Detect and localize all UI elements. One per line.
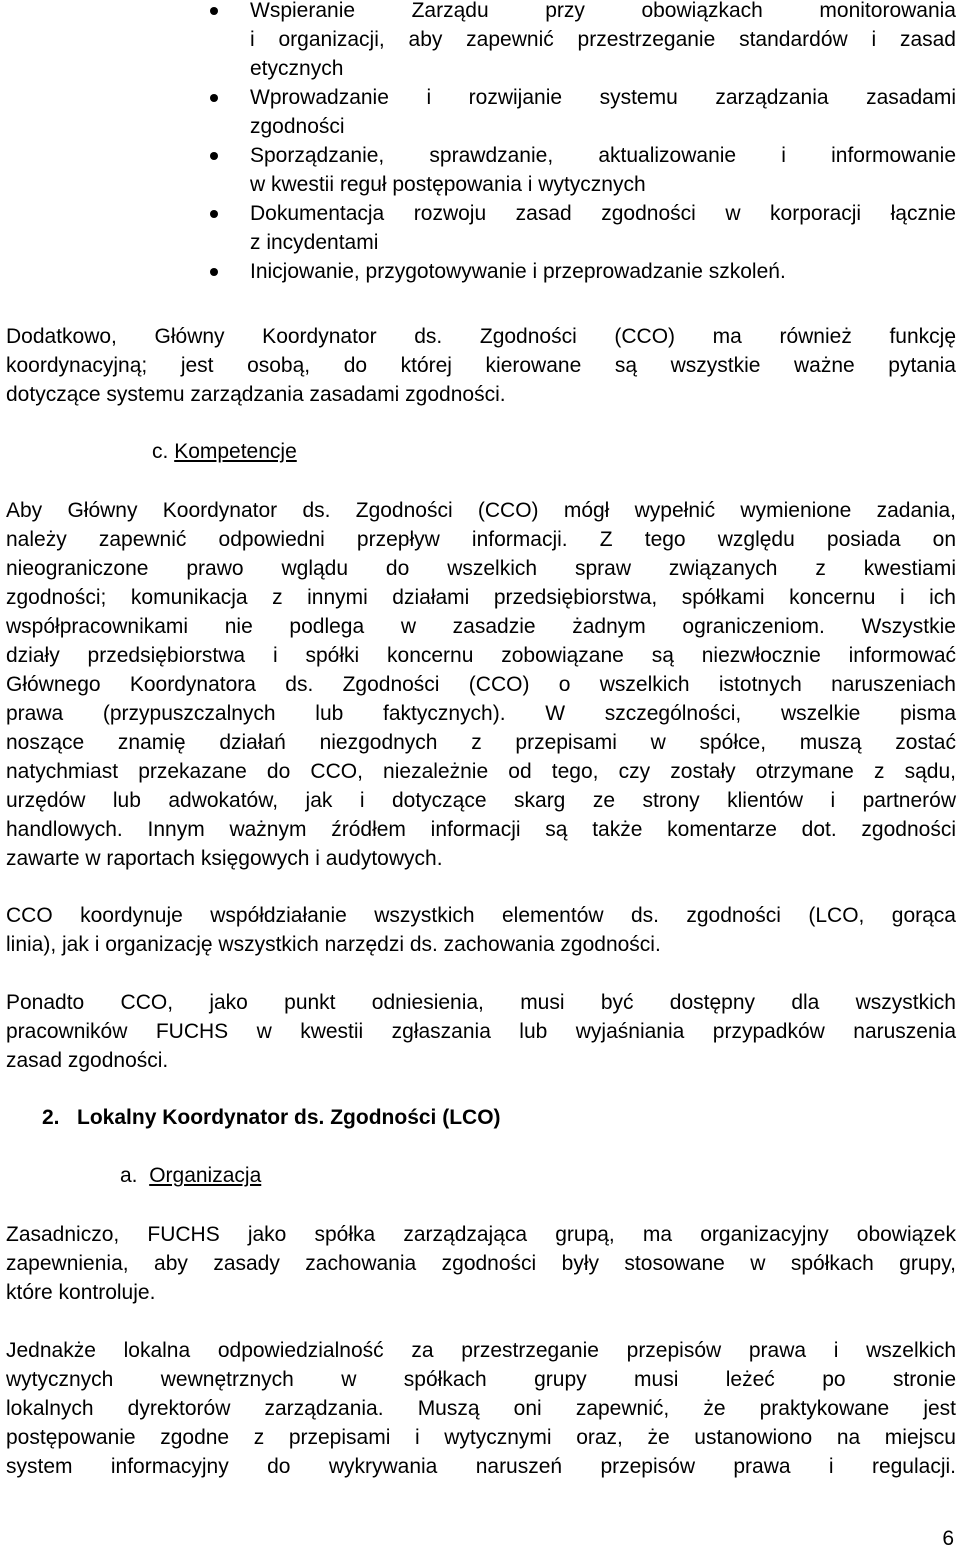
list-item: Wprowadzanie i rozwijanie systemu zarządzania zasadami zgodności (0, 83, 956, 141)
paragraph-additional: Dodatkowo, Główny Koordynator ds. Zgodności (CCO) ma również funkcję koordynacyjną; jest osobą, do której kierowane są wszystkie ważne pytania dotyczące systemu zarządzania zasadami zgodności. (6, 325, 956, 406)
section-heading-2a: a. Organizacja (120, 1164, 262, 1187)
task-list (0, 0, 956, 296)
page-number: 6 (942, 1527, 954, 1550)
bullet-icon (210, 94, 218, 102)
bullet-icon (210, 152, 218, 160)
paragraph-competence: Aby Główny Koordynator ds. Zgodności (CCO) mógł wypełnić wymienione zadania, należy zapewnić odpowiedni przepływ informacji. Z tego względu posiada on nieograniczone prawo wglądu do wszelkich spraw związanych z kwestiami zgodności; komunikacja z innymi działami przedsiębiorstwa, spółkami koncernu i ich współpracownikami nie podlega w zasadzie żadnym ograniczeniom. Wszystkie działy przedsiębiorstwa i spółki koncernu zobowiązane są niezwłocznie informować Głównego Koordynatora ds. Zgodności (CCO) o wszelkich istotnych naruszeniach prawa (przypuszczalnych lub faktycznych). W szczególności, wszelkie pisma noszące znamię działań niezgodnych z przepisami w spółce, muszą zostać natychmiast przekazane do CCO, niezależnie od tego, czy zostały otrzymane z sądu, urzędów lub adwokatów, jak i dotyczące skarg ze strony klientów i partnerów handlowych. Innym ważnym źródłem informacji są także komentarze dot. zgodności zawarte w raportach księgowych i audytowych. (6, 499, 956, 870)
list-item: Inicjowanie, przygotowywanie i przeprowadzanie szkoleń. (0, 257, 956, 286)
list-item: Sporządzanie, sprawdzanie, aktualizowanie i informowanie w kwestii reguł postępowania i wytycznych (0, 141, 956, 199)
list-item: Wspieranie Zarządu przy obowiązkach monitorowania i organizacji, aby zapewnić przestrzeganie standardów i zasad etycznych (0, 0, 956, 83)
section-heading-c: c. Kompetencje (152, 440, 297, 463)
paragraph-cco: CCO koordynuje współdziałanie wszystkich elementów ds. zgodności (LCO, gorąca linia), jak i organizację wszystkich narzędzi ds. zachowania zgodności. (6, 904, 956, 956)
paragraph-zasadniczo: Zasadniczo, FUCHS jako spółka zarządzająca grupą, ma organizacyjny obowiązek zapewnienia, aby zasady zachowania zgodności były stosowane w spółkach grupy, które kontroluje. (6, 1223, 956, 1304)
bullet-icon (210, 210, 218, 218)
paragraph-jednakze: Jednakże lokalna odpowiedzialność za przestrzeganie przepisów prawa i wszelkich wytycznych wewnętrznych w spółkach grupy musi leżeć po stronie lokalnych dyrektorów zarządzania. Muszą oni zapewnić, że praktykowane jest postępowanie zgodne z przepisami i wytycznymi oraz, że ustanowiono na miejscu system informacyjny do wykrywania naruszeń przepisów prawa i regulacji. (6, 1339, 956, 1478)
bullet-icon (210, 7, 218, 15)
paragraph-ponadto: Ponadto CCO, jako punkt odniesienia, musi być dostępny dla wszystkich pracowników FUCHS w kwestii zgłaszania lub wyjaśniania przypadków naruszenia zasad zgodności. (6, 991, 956, 1072)
bullet-icon (210, 268, 218, 276)
section-heading-2: 2. Lokalny Koordynator ds. Zgodności (LCO) (42, 1106, 501, 1129)
list-item: Dokumentacja rozwoju zasad zgodności w korporacji łącznie z incydentami (0, 199, 956, 257)
